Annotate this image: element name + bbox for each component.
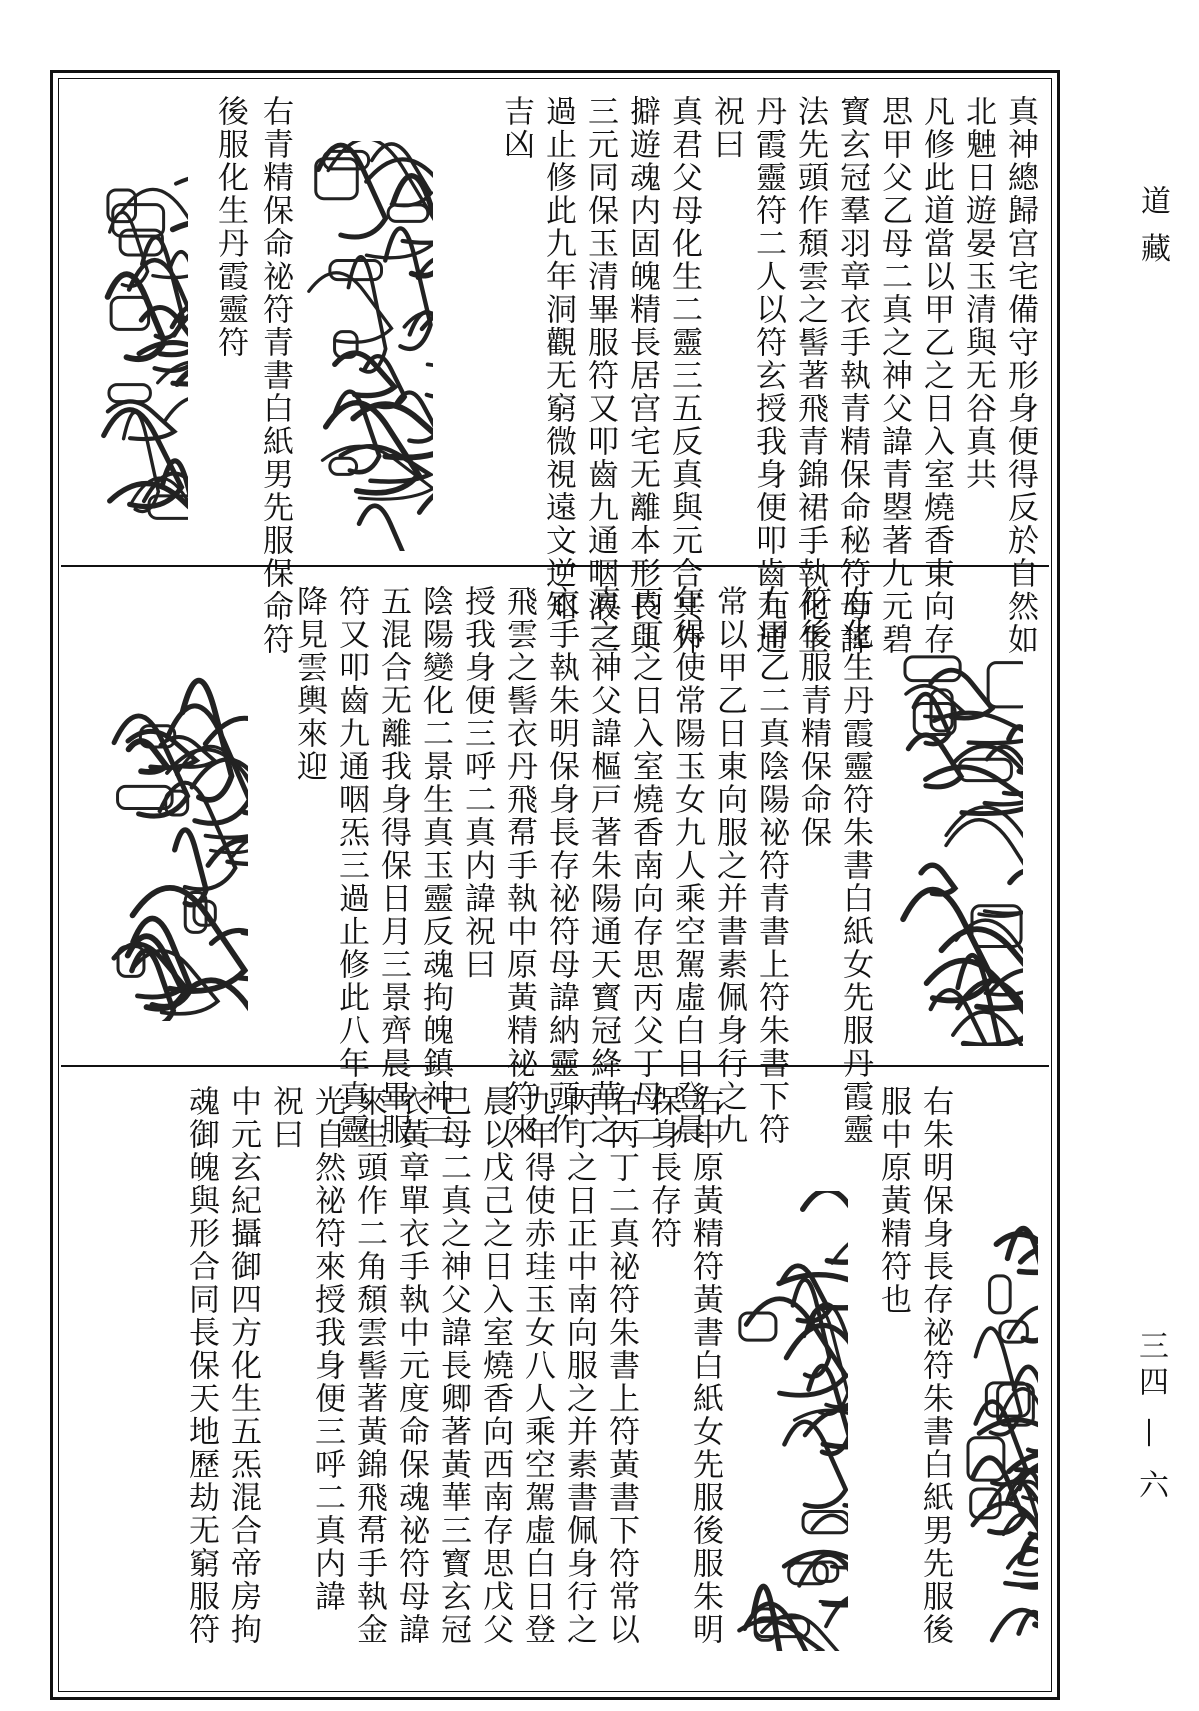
text-column: 來生頭作二角頹雲髻著黃錦飛帬手執金 — [351, 1085, 387, 1646]
text-column: 法先頭作頹雲之髻著飛青錦裙手執化生 — [792, 95, 828, 656]
text-column: 右丙丁二真祕符朱書上符黃書下符常以 — [603, 1085, 639, 1646]
talisman-seal — [958, 1221, 1038, 1651]
text-column: 陰陽變化二景生真玉靈反魂拘魄鎮神三 — [417, 585, 453, 1146]
text-column: 擗遊魂内固魄精長居宫宅无離本形長與 — [624, 95, 660, 656]
text-column: 右中原黃精符黃書白紙女先服後服朱明 — [687, 1085, 723, 1646]
text-column: 丹霞靈符二人以符玄授我身便叩齒九通 — [750, 95, 786, 656]
panel-upper — [63, 81, 1047, 656]
text-column: 丙丁之日入室燒香南向存思丙父丁母二 — [627, 585, 663, 1146]
text-column: 真君父母化生二靈三五反真與元合冥外 — [666, 95, 702, 656]
text-column: 中元玄紀攝御四方化生五炁混合帝房拘 — [225, 1085, 261, 1646]
text-column: 寳玄冠羣羽章衣手執青精保命秘符母諱 — [834, 95, 870, 656]
text-column: 衣手執朱明保身長存祕符母諱納靈頭作 — [543, 585, 579, 1146]
text-column: 右青精保命祕符青書白紙男先服保命符 — [257, 95, 293, 656]
text-column: 真之神父諱樞戸著朱陽通天寳冠絳華之 — [585, 585, 621, 1146]
text-column: 服中原黃精符也 — [875, 1085, 911, 1316]
text-column: 凡修此道當以甲乙之日入室燒香東向存 — [918, 95, 954, 656]
text-column: 右甲乙二真陰陽祕符青書上符朱書下符 — [753, 585, 789, 1146]
text-column: 衣黃章單衣手執中元度命保魂祕符母諱 — [393, 1085, 429, 1646]
panel-divider — [61, 1065, 1049, 1067]
text-column: 晨以戊己之日入室燒香向西南存思戊父 — [477, 1085, 513, 1646]
text-column: 符後服青精保命保 — [795, 585, 831, 849]
text-column: 光自然祕符來授我身便三呼二真内諱 — [309, 1085, 345, 1613]
text-column: 右化生丹霞靈符朱書白紙女先服丹霞靈 — [837, 585, 873, 1146]
page-number: 三四 — 六 — [1133, 1330, 1168, 1506]
text-column: 丙丁之日正中南向服之并素書佩身行之 — [561, 1085, 597, 1646]
text-column: 常以甲乙日東向服之并書素佩身行之九 — [711, 585, 747, 1146]
text-column: 祝曰 — [267, 1085, 303, 1151]
text-column: 降見雲輿來迎 — [291, 585, 327, 783]
text-column: 魂御魄與形合同長保天地歷劫无窮服符 — [183, 1085, 219, 1646]
panel-divider — [61, 565, 1049, 567]
text-column: 年得使常陽玉女九人乘空駕虛白日登晨 — [669, 585, 705, 1146]
text-column: 北䰠日遊晏玉清與无谷真共 — [960, 95, 996, 491]
text-column: 符又叩齒九通咽炁三過止修此八年真靈 — [333, 585, 369, 1146]
text-column: 九年得使赤珪玉女八人乘空駕虛白日登 — [519, 1085, 555, 1646]
text-column: 思甲父乙母二真之神父諱青曌著九元碧 — [876, 95, 912, 656]
text-column: 授我身便三呼二真内諱祝曰 — [459, 585, 495, 981]
panel-lower — [63, 1071, 1047, 1686]
text-column: 飛雲之髻衣丹飛帬手執中原黃精祕符來 — [501, 585, 537, 1146]
text-column: 吉凶 — [498, 95, 534, 161]
text-column: 保身長存符 — [645, 1085, 681, 1250]
text-column: 右朱明保身長存祕符朱書白紙男先服後 — [917, 1085, 953, 1646]
text-column: 五混合无離我身得保日月三景齊晨畢服 — [375, 585, 411, 1146]
text-column: 過止修此九年洞觀无窮微視遠文逆知 — [540, 95, 576, 623]
text-column: 三元同保玉清畢服符又叩齒九通咽液三 — [582, 95, 618, 656]
text-column: 祝曰 — [708, 95, 744, 161]
talisman-seal — [728, 1191, 848, 1651]
text-column: 真神總歸宫宅備守形身便得反於自然如 — [1002, 95, 1038, 656]
panel-middle — [63, 571, 1047, 1146]
talisman-seal — [298, 141, 433, 551]
talisman-seal — [93, 171, 188, 541]
page-frame — [50, 70, 1060, 1700]
collection-mark: 道 藏 — [1135, 185, 1170, 267]
text-column: 後服化生丹霞靈符 — [212, 95, 248, 359]
talisman-seal — [98, 666, 248, 1021]
talisman-seal — [893, 636, 1023, 1046]
text-column: 己母二真之神父諱長卿著黃華三寳玄冠 — [435, 1085, 471, 1646]
